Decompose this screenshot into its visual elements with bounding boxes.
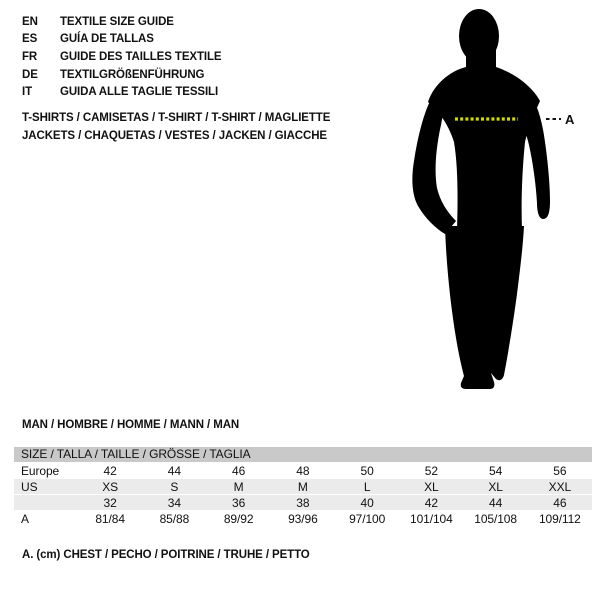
language-row [22,13,222,31]
size-cell: 93/96 [288,512,318,526]
size-table-header: SIZE / TALLA / TAILLE / GRÖSSE / TAGLIA [14,447,592,462]
size-cell: XXL [548,480,572,494]
size-cell: 46 [553,496,567,510]
language-title: TEXTILE SIZE GUIDE [60,15,174,28]
size-cell: 89/92 [223,512,254,526]
size-row-europe [14,462,592,478]
size-cell: M [297,480,308,494]
size-cell: 48 [296,464,310,478]
language-code: ES [22,33,38,46]
size-cell: 109/112 [538,512,581,526]
size-cell: 44 [489,496,503,510]
language-row [22,83,222,101]
size-table [14,447,592,526]
size-cell: 101/104 [410,512,453,526]
size-cell: 36 [232,496,246,510]
size-cell: S [170,480,179,494]
category-list [22,109,330,145]
size-cell: 105/108 [474,512,517,526]
gender-label: MAN / HOMBRE / HOMME / MANN / MAN [22,419,240,431]
man-torso [428,67,540,230]
language-row [22,31,222,49]
row-label [14,495,78,510]
size-cell: 81/84 [95,512,125,526]
size-cell: 54 [489,464,503,478]
size-cell: 56 [553,464,567,478]
man-legs [445,226,524,389]
man-body [412,9,550,389]
language-title: GUIDE DES TAILLES TEXTILE [60,50,222,63]
category-line-jackets: JACKETS / CHAQUETAS / VESTES / JACKEN / GIACCHE [22,130,327,142]
size-cell: XL [488,480,503,494]
size-cell: XS [102,480,119,494]
size-cell: 85/88 [159,512,190,526]
size-cell: 42 [424,496,438,510]
language-code: DE [22,68,38,81]
size-row-chest-a [14,510,592,526]
size-cell: 50 [360,464,374,478]
size-cell: 40 [360,496,374,510]
size-cell: L [363,480,371,494]
language-row [22,66,222,84]
language-code: IT [22,86,33,99]
language-title: TEXTILGRÖßENFÜHRUNG [60,68,205,81]
size-cell: 46 [232,464,246,478]
language-title: GUÍA DE TALLAS [60,33,154,46]
category-line-tshirts: T-SHIRTS / CAMISETAS / T-SHIRT / T-SHIRT / MAGLIETTE [22,112,331,124]
language-row [22,48,222,66]
language-code: FR [22,50,38,63]
row-label: Europe [21,464,60,478]
size-cell: 44 [167,464,181,478]
size-cell: 34 [167,496,181,510]
size-row-us [14,478,592,494]
size-cell: 38 [296,496,310,510]
measure-label-a: A [565,112,575,127]
man-silhouette [400,2,580,402]
measurement-footnote: A. (cm) CHEST / PECHO / POITRINE / TRUHE / PETTO [22,549,310,561]
language-code: EN [22,15,38,28]
size-cell: 42 [103,464,117,478]
row-label: A [21,512,29,526]
language-title: GUIDA ALLE TAGLIE TESSILI [60,86,219,99]
size-cell: 32 [103,496,117,510]
row-label: US [21,480,38,494]
language-list [22,13,222,101]
size-cell: XL [424,480,439,494]
size-cell: M [233,480,244,494]
size-row-uk [14,494,592,510]
size-cell: 97/100 [349,512,386,526]
size-cell: 52 [424,464,438,478]
